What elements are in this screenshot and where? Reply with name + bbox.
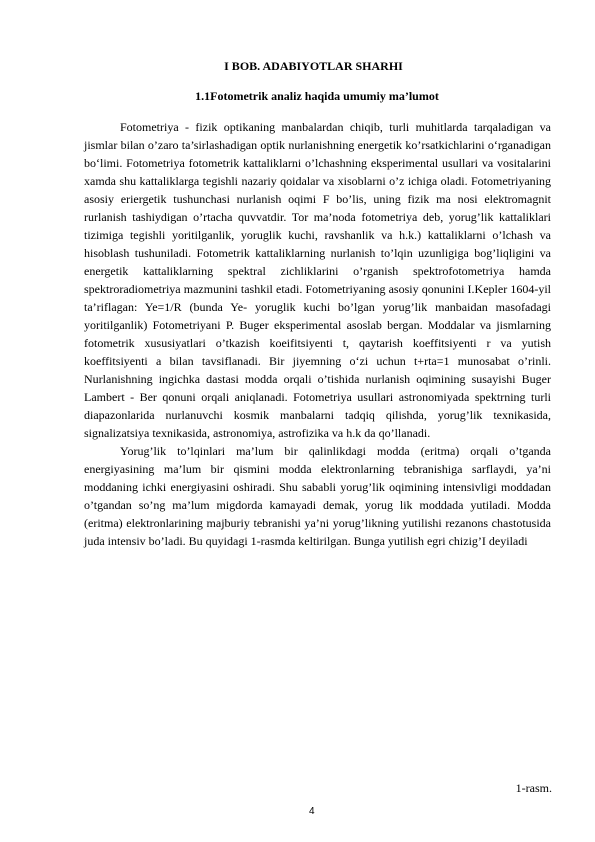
figure-caption: 1-rasm.	[515, 781, 552, 795]
page-number: 4	[309, 806, 315, 817]
paragraph-photometry-definition: Fotometriya - fizik optikaning manbalardan chiqib, turli muhitlarda tarqaladigan va jismlar bilan o’zaro ta’sirlashadigan optik nurlanishning energetik ko’rsatkichlarini o‘rganadigan bo‘limi. Fotometriya fotometrik kattaliklarni o’lchashning eksperimental usullari va vositalarini xamda shu kattaliklarga tegishli nazariy qoidalar va xisoblarni o’z ichiga oladi. Fotometriyaning asosiy eriergetik tushunchasi nurlanish oqimi F bo’lis, uning fizik ma nosi elektromagnit rurlanish tashiydigan o’rtacha quvvatdir. Tor ma’noda fotometriya deb, yorug’lik kattaliklari tizimiga tegishli yoritilganlik, yoruglik kuchi, ravshanlik va h.k.) kattaliklarni o’lchash va hisoblash tushuniladi. Fotometrik kattaliklarning nurlanish to’lqin uzunligiga bog’liqligini va energetik kattaliklarning spektral zichliklarini o’rganish spektrofotometriya hamda spektroradiometriya mazmunini tashkil etadi. Fotometriyaning asosiy qonunini I.Kepler 1604-yil ta’riflagan: Ye=1/R (bunda Ye- yoruglik kuchi bo’lgan yorug’lik manbaidan masofadagi yoritilganlik) Fotometriyani P. Buger eksperimental asoslab bergan. Moddalar va jismlarning fotometrik xususiyatlari o’tkazish koeifitsiyenti t, qaytarish koeffitsiyenti r va yutish koeffitsiyenti a bilan tavsiflanadi. Bir jiyemning o‘zi uchun t+rta=1 munosabat o’rinli. Nurlanishning ingichka dastasi modda orqali o’tishida nurlanish oqimining susayishi Buger Lambert - Ber qonuni orqali aniqlanadi. Fotometriya usullari astronomiyada spektrning turli diapazonlarida nurlanuvchi kosmik manbalarni tadqiq qilishda, yorug’lik texnikasida, signalizatsiya texnikasida, astronomiya, astrofizika va h.k da qo’llanadi.	[84, 120, 551, 440]
chapter-title: I BOB. ADABIYOTLAR SHARHI	[224, 59, 403, 73]
section-title: 1.1Fotometrik analiz haqida umumiy ma’lumot	[195, 89, 439, 103]
paragraph-light-absorption: Yorug’lik to’lqinlari ma’lum bir qalinlikdagi modda (eritma) orqali o’tganda energiyasining ma’lum bir qismini modda elektronlarning tebranishiga sarflaydi, ya’ni moddaning ichki energiyasini oshiradi. Shu sababli yorug’lik oqimining intensivligi moddadan o’tgandan so’ng ma’lum migdorda kamayadi demak, yorug lik moddada yutiladi. Modda (eritma) elektronlarining majburiy tebranishi ya’ni yorug’likning yutilishi rezanons chastotusida juda intensiv bo’ladi. Bu quyidagi 1-rasmda keltirilgan. Bunga yutilish egri chizig’I deyiladi	[84, 444, 551, 548]
body-text	[84, 118, 551, 550]
